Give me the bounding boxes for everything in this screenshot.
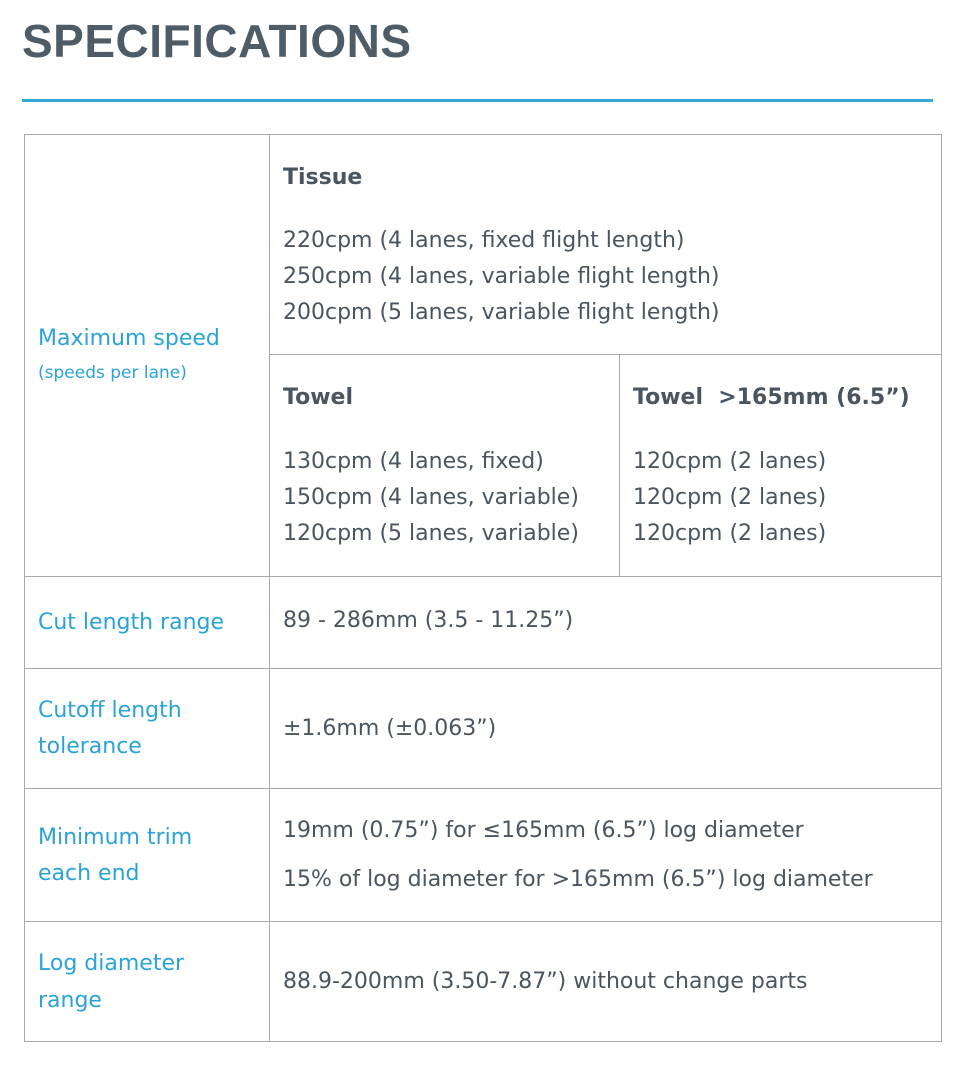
row-divider bbox=[24, 921, 942, 922]
tissue-speed-line: 220cpm (4 lanes, fixed flight length) bbox=[283, 228, 685, 253]
towel-large-speed-line: 120cpm (2 lanes) bbox=[633, 449, 827, 474]
tissue-speed-line: 250cpm (4 lanes, variable flight length) bbox=[283, 264, 720, 289]
min-trim-value-1: 19mm (0.75”) for ≤165mm (6.5”) log diameter bbox=[283, 818, 804, 843]
tissue-speed-line: 200cpm (5 lanes, variable flight length) bbox=[283, 300, 720, 325]
table-border-bottom bbox=[24, 1041, 942, 1042]
cutoff-tolerance-value: ±1.6mm (±0.063”) bbox=[283, 716, 497, 741]
speed-subrow-divider bbox=[269, 354, 942, 355]
column-divider bbox=[269, 134, 270, 1042]
towel-speed-line: 150cpm (4 lanes, variable) bbox=[283, 485, 579, 510]
row-divider bbox=[24, 576, 942, 577]
title-divider bbox=[22, 99, 933, 102]
cut-length-value: 89 - 286mm (3.5 - 11.25”) bbox=[283, 608, 574, 633]
row-divider bbox=[24, 668, 942, 669]
speed-subcolumn-divider bbox=[619, 354, 620, 576]
log-diameter-value: 88.9-200mm (3.50-7.87”) without change parts bbox=[283, 969, 808, 994]
max-speed-sublabel: (speeds per lane) bbox=[38, 363, 187, 383]
cutoff-tolerance-label-line2: tolerance bbox=[38, 734, 142, 759]
log-diameter-label-line1: Log diameter bbox=[38, 951, 185, 976]
table-border-right bbox=[941, 134, 942, 1042]
page-title: SPECIFICATIONS bbox=[22, 15, 412, 67]
specifications-table bbox=[24, 134, 942, 1042]
towel-large-speed-line: 120cpm (2 lanes) bbox=[633, 485, 827, 510]
table-border-top bbox=[24, 134, 942, 135]
row-divider bbox=[24, 788, 942, 789]
min-trim-label-line1: Minimum trim bbox=[38, 825, 193, 850]
cutoff-tolerance-label-line1: Cutoff length bbox=[38, 698, 182, 723]
towel-speed-line: 120cpm (5 lanes, variable) bbox=[283, 521, 579, 546]
log-diameter-label-line2: range bbox=[38, 988, 102, 1013]
cut-length-label: Cut length range bbox=[38, 610, 225, 635]
towel-heading: Towel bbox=[283, 385, 353, 410]
towel-large-speeds bbox=[633, 444, 826, 552]
tissue-heading: Tissue bbox=[283, 165, 363, 190]
towel-large-speed-line: 120cpm (2 lanes) bbox=[633, 521, 827, 546]
max-speed-label: Maximum speed bbox=[38, 326, 220, 351]
towel-speeds bbox=[283, 444, 579, 552]
min-trim-label-line2: each end bbox=[38, 861, 140, 886]
table-border-left bbox=[24, 134, 25, 1042]
min-trim-value-2: 15% of log diameter for >165mm (6.5”) log diameter bbox=[283, 867, 873, 892]
tissue-speeds bbox=[283, 223, 720, 331]
towel-large-heading: Towel >165mm (6.5”) bbox=[633, 385, 910, 410]
towel-speed-line: 130cpm (4 lanes, fixed) bbox=[283, 449, 544, 474]
